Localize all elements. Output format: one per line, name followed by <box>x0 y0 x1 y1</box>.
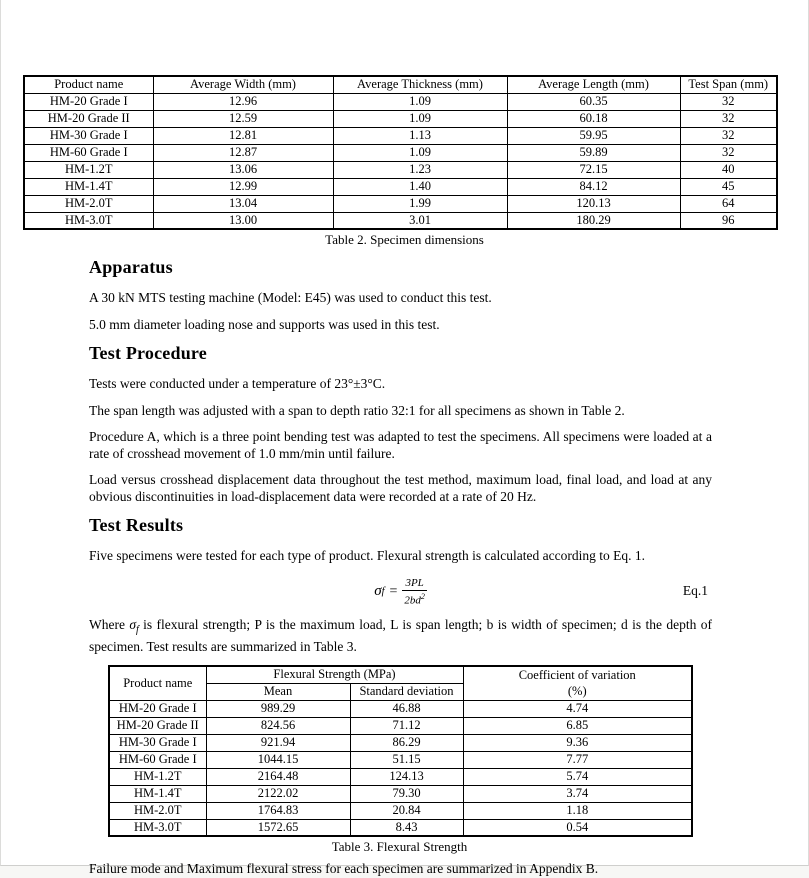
cell-mean: 824.56 <box>206 717 350 734</box>
inline-sigma-subscript: f <box>136 624 139 636</box>
cell-thickness: 1.09 <box>333 93 507 110</box>
cell-mean: 2164.48 <box>206 768 350 785</box>
specimen-dimensions-table <box>23 75 778 230</box>
cell-width: 12.96 <box>153 93 333 110</box>
cell-product: HM-20 Grade II <box>109 717 206 734</box>
cell-span: 32 <box>680 127 777 144</box>
cell-mean: 921.94 <box>206 734 350 751</box>
cell-length: 120.13 <box>507 195 680 212</box>
cell-product: HM-1.4T <box>24 178 153 195</box>
cell-cov: 5.74 <box>463 768 692 785</box>
cell-product: HM-20 Grade I <box>109 700 206 717</box>
cell-product: HM-30 Grade I <box>24 127 153 144</box>
cell-width: 12.81 <box>153 127 333 144</box>
cell-product: HM-3.0T <box>24 212 153 229</box>
cell-length: 72.15 <box>507 161 680 178</box>
cell-product: HM-20 Grade II <box>24 110 153 127</box>
cell-cov: 1.18 <box>463 802 692 819</box>
column-header: Test Span (mm) <box>680 76 777 93</box>
column-header: Product name <box>24 76 153 93</box>
flexural-strength-table <box>108 665 693 837</box>
cell-width: 13.00 <box>153 212 333 229</box>
cell-width: 13.06 <box>153 161 333 178</box>
cell-product: HM-2.0T <box>109 802 206 819</box>
cell-thickness: 1.09 <box>333 110 507 127</box>
equation-number-label: Eq.1 <box>682 582 708 598</box>
cell-span: 64 <box>680 195 777 212</box>
cell-product: HM-2.0T <box>24 195 153 212</box>
cell-thickness: 1.99 <box>333 195 507 212</box>
equation-sigma-symbol: σ <box>374 583 382 599</box>
cell-thickness: 1.13 <box>333 127 507 144</box>
apparatus-paragraph-1: A 30 kN MTS testing machine (Model: E45) was used to conduct this test. <box>89 290 492 305</box>
table-row <box>24 178 777 195</box>
table-row <box>109 717 692 734</box>
cell-length: 60.35 <box>507 93 680 110</box>
cell-thickness: 1.09 <box>333 144 507 161</box>
top-margin <box>1 0 808 75</box>
cell-length: 84.12 <box>507 178 680 195</box>
table-row <box>109 751 692 768</box>
table-row <box>24 127 777 144</box>
cell-width: 12.59 <box>153 110 333 127</box>
procedure-paragraph-2: The span length was adjusted with a span to depth ratio 32:1 for all specimens as shown in Table 2. <box>89 402 625 418</box>
cell-width: 13.04 <box>153 195 333 212</box>
table-row <box>24 93 777 110</box>
cell-product: HM-30 Grade I <box>109 734 206 751</box>
table-header-row <box>24 76 777 93</box>
cell-product: HM-1.2T <box>24 161 153 178</box>
cell-std: 51.15 <box>350 751 463 768</box>
cell-std: 86.29 <box>350 734 463 751</box>
cell-product: HM-3.0T <box>109 819 206 836</box>
procedure-paragraph-3: Procedure A, which is a three point bending test was adapted to test the specimens. All specimens were loaded at a rate of crosshead movement of 1.0 mm/min until failure. <box>89 429 712 461</box>
column-header-flexural: Flexural Strength (MPa) <box>206 666 463 683</box>
cell-mean: 989.29 <box>206 700 350 717</box>
cell-thickness: 1.40 <box>333 178 507 195</box>
table-row <box>109 768 692 785</box>
cell-std: 8.43 <box>350 819 463 836</box>
cell-cov: 9.36 <box>463 734 692 751</box>
cell-product: HM-60 Grade I <box>24 144 153 161</box>
cell-span: 45 <box>680 178 777 195</box>
table-row <box>109 700 692 717</box>
table-row <box>24 212 777 229</box>
results-where-paragraph: Where $\sigma_f$ is flexural strength; P is the maximum load, L is span length; b is width of specimen; d is the depth of specimen. Test results are summarized in Table 3. <box>89 616 712 654</box>
cell-width: 12.99 <box>153 178 333 195</box>
cell-length: 59.89 <box>507 144 680 161</box>
cell-mean: 1764.83 <box>206 802 350 819</box>
cell-std: 71.12 <box>350 717 463 734</box>
column-header-std: Standard deviation <box>350 683 463 700</box>
cell-mean: 1044.15 <box>206 751 350 768</box>
cell-width: 12.87 <box>153 144 333 161</box>
equation-equals-sign: = <box>389 583 398 599</box>
cell-cov: 6.85 <box>463 717 692 734</box>
cell-std: 20.84 <box>350 802 463 819</box>
column-header: Average Thickness (mm) <box>333 76 507 93</box>
cell-mean: 2122.02 <box>206 785 350 802</box>
inline-sigma-symbol: σ <box>129 616 137 632</box>
table-row <box>24 144 777 161</box>
column-header-product: Product name <box>109 666 206 700</box>
apparatus-paragraph-2: 5.0 mm diameter loading nose and supports was used in this test. <box>89 316 440 332</box>
table3-caption: Table 3. Flexural Strength <box>331 839 468 855</box>
cell-span: 32 <box>680 144 777 161</box>
cell-thickness: 3.01 <box>333 212 507 229</box>
equation-denominator: $2bd^2$ <box>404 591 425 607</box>
equation-fraction <box>402 577 426 607</box>
cell-length: 59.95 <box>507 127 680 144</box>
cell-product: HM-1.2T <box>109 768 206 785</box>
cell-length: 180.29 <box>507 212 680 229</box>
column-header-mean: Mean <box>206 683 350 700</box>
table-header-row <box>109 666 692 683</box>
table2-caption: Table 2. Specimen dimensions <box>325 232 484 247</box>
procedure-paragraph-1: Tests were conducted under a temperature of 23°±3°C. <box>89 376 386 391</box>
cell-product: HM-60 Grade I <box>109 751 206 768</box>
cell-length: 60.18 <box>507 110 680 127</box>
cell-cov: 4.74 <box>463 700 692 717</box>
table-row <box>24 110 777 127</box>
cell-std: 46.88 <box>350 700 463 717</box>
cell-product: HM-1.4T <box>109 785 206 802</box>
cell-span: 96 <box>680 212 777 229</box>
test-results-heading: Test Results <box>89 515 184 535</box>
column-header: Average Width (mm) <box>153 76 333 93</box>
table-row <box>109 785 692 802</box>
cell-span: 40 <box>680 161 777 178</box>
table-row <box>109 819 692 836</box>
cell-mean: 1572.65 <box>206 819 350 836</box>
results-paragraph-1: Five specimens were tested for each type of product. Flexural strength is calculated according to Eq. 1. <box>89 548 645 563</box>
cell-product: HM-20 Grade I <box>24 93 153 110</box>
procedure-paragraph-4: Load versus crosshead displacement data throughout the test method, maximum load, final load, and load at any obvious discontinuities in load-displacement data were recorded at a rate of 20 Hz. <box>89 472 712 504</box>
cell-thickness: 1.23 <box>333 161 507 178</box>
cell-std: 124.13 <box>350 768 463 785</box>
flexural-strength-equation <box>89 575 712 609</box>
table-row <box>109 802 692 819</box>
column-header: Average Length (mm) <box>507 76 680 93</box>
table-row <box>24 161 777 178</box>
table-row <box>109 734 692 751</box>
cell-std: 79.30 <box>350 785 463 802</box>
column-header-cov: Coefficient of variation (%) <box>463 666 692 700</box>
cell-span: 32 <box>680 93 777 110</box>
test-procedure-heading: Test Procedure <box>89 343 207 363</box>
cell-cov: 0.54 <box>463 819 692 836</box>
equation-numerator: 3PL <box>402 577 426 591</box>
apparatus-heading: Apparatus <box>89 257 173 277</box>
cell-span: 32 <box>680 110 777 127</box>
cell-cov: 7.77 <box>463 751 692 768</box>
cell-cov: 3.74 <box>463 785 692 802</box>
equation-sigma-subscript: f <box>381 586 385 597</box>
closing-paragraph: Failure mode and Maximum flexural stress for each specimen are summarized in Appendix B. <box>89 861 599 877</box>
table-row <box>24 195 777 212</box>
